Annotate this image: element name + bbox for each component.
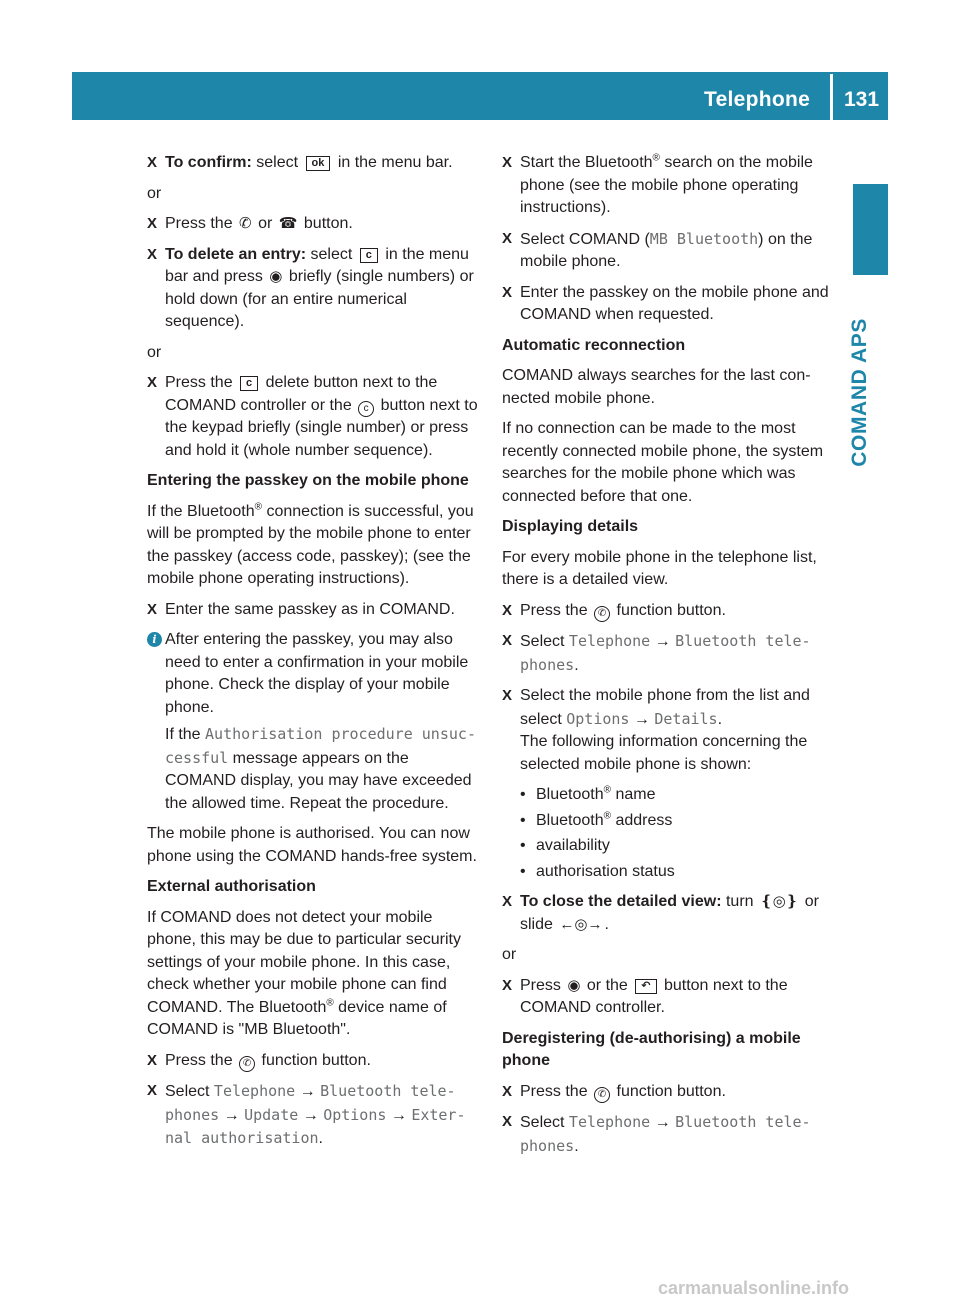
step-press-delete-button: X Press the c delete button next to the COMAND controller or the c button next to the keypad briefly (single number) or press and hold it (whole number sequence). <box>147 374 478 459</box>
call-button-icon: ✆ <box>239 215 252 232</box>
tel-function-button-icon: ✆ <box>239 1056 255 1072</box>
step-enter-passkey: X Enter the same passkey as in COMAND. <box>147 599 483 622</box>
step-press-function: X Press the ✆ function button. <box>147 1050 483 1073</box>
info-icon: i <box>147 632 162 647</box>
step-mark-icon: X <box>502 976 513 994</box>
step-close-detailed-view: X To close the detailed view: turn ❴◎❵ or slide ←◎→ . <box>502 891 840 936</box>
arrow-right-icon: → <box>302 1106 319 1124</box>
step-mark-icon: X <box>502 687 513 704</box>
page-number: 131 <box>844 88 880 111</box>
step-mark-icon: X <box>502 1113 513 1130</box>
or-text: or <box>502 946 517 963</box>
phone-handset-icon: ☎ <box>278 215 298 232</box>
step-mark-icon: X <box>147 374 158 391</box>
tel-function-button-icon: ✆ <box>594 606 610 622</box>
step-start-search: X Start the Bluetooth® search on the mobile phone (see the mobile phone operating instructions). <box>502 152 813 216</box>
step-mark-icon: X <box>147 215 158 232</box>
bullet-icon: • <box>520 862 526 880</box>
bullet-icon: • <box>520 786 526 803</box>
side-chapter-label: COMAND APS <box>848 318 871 467</box>
paragraph: For every mobile phone in the telephone list, there is a detailed view. <box>502 548 817 588</box>
step-delete-entry: X To delete an entry: select c in the menu bar and press ◉ briefly (single numbers) or hold down (for an entire numerical sequence). <box>147 245 474 330</box>
step-mark-icon: X <box>147 1082 158 1099</box>
heading-passkey: Entering the passkey on the mobile phone <box>147 472 469 489</box>
step-select-menu-path: X Select Telephone → Bluetooth telephones → Update → Options → External authorisation. <box>147 1082 466 1147</box>
tel-function-button-icon: ✆ <box>594 1087 610 1103</box>
step-mark-icon: X <box>502 632 513 649</box>
arrow-right-icon: → <box>390 1106 407 1124</box>
arrow-right-icon: → <box>654 633 671 650</box>
heading-deregistering: Deregistering (de-authorising) a mobile phone <box>502 1029 801 1069</box>
controller-turn-icon: ❴◎❵ <box>760 893 799 910</box>
controller-press-icon: ◉ <box>269 268 283 285</box>
delete-key-icon: c <box>240 376 258 391</box>
c-circle-button-icon: c <box>358 401 374 417</box>
step-mark-icon: X <box>147 154 158 171</box>
step-press-back: X Press ◉ or the ↶ button next to the COMAND controller. <box>502 976 788 1016</box>
list-item: • Bluetooth® name <box>502 784 840 807</box>
left-column <box>147 152 483 1159</box>
side-tab-marker <box>853 184 888 275</box>
step-press-function: X Press the ✆ function button. <box>502 600 840 623</box>
step-mark-icon: X <box>502 1082 513 1100</box>
step-enter-passkey-both: X Enter the passkey on the mobile phone and COMAND when requested. <box>502 283 829 323</box>
list-item: • Bluetooth® address <box>502 810 840 833</box>
step-mark-icon: X <box>147 600 158 618</box>
controller-press-icon: ◉ <box>567 976 581 994</box>
paragraph: If the Bluetooth® connection is successful, you will be prompted by the mobile phone to enter the passkey (access code, passkey); (see the mobile phone operating instructions). <box>147 501 474 587</box>
list-item: • authorisation status <box>502 861 840 884</box>
back-button-icon: ↶ <box>635 979 656 994</box>
controller-slide-icon: ←◎→ <box>559 915 603 933</box>
arrow-right-icon: → <box>633 710 650 728</box>
step-mark-icon: X <box>147 245 158 263</box>
or-text: or <box>147 184 162 202</box>
step-press-phone-buttons: X Press the ✆ or ☎ button. <box>147 213 483 236</box>
step-select-bluetooth-phones: X Select Telephone → Bluetooth telephones. <box>502 632 811 674</box>
watermark: carmanualsonline.info <box>658 1278 850 1298</box>
or-text: or <box>147 343 162 361</box>
paragraph: The mobile phone is authorised. You can now phone using the COMAND hands-free system. <box>147 825 477 865</box>
step-mark-icon: X <box>502 154 513 171</box>
arrow-right-icon: → <box>654 1114 671 1131</box>
list-item: • availability <box>502 835 840 858</box>
paragraph: If no connection can be made to the most recently connected mobile phone, the system searches for the mobile phone which was connected before that one. <box>502 420 824 505</box>
heading-automatic-reconnection: Automatic reconnection <box>502 336 686 354</box>
bullet-icon: • <box>520 811 526 829</box>
step-mark-icon: X <box>502 601 513 619</box>
info-note: i After entering the passkey, you may also need to enter a confirmation in your mobile phone. Check the display of your mobile phone. If the Authorisation procedure unsuccessful message appears on the COMAND display, you may have exceeded the allowed time. Repeat the procedure. <box>147 629 483 815</box>
step-select-details: X Select the mobile phone from the list and select Options → Details. The following information concerning the selected mobile phone is shown: <box>502 687 810 773</box>
step-select-bluetooth-phones: X Select Telephone → Bluetooth telephones. <box>502 1113 811 1155</box>
heading-external-authorisation: External authorisation <box>147 878 316 895</box>
right-column <box>502 152 840 1166</box>
heading-displaying-details: Displaying details <box>502 518 639 535</box>
step-select-comand: X Select COMAND (MB Bluetooth) on the mobile phone. <box>502 229 813 270</box>
ok-key-icon: ok <box>306 156 331 171</box>
step-press-function: X Press the ✆ function button. <box>502 1081 840 1104</box>
header-divider <box>830 74 833 120</box>
arrow-right-icon: → <box>299 1083 316 1100</box>
c-key-icon: c <box>360 248 378 263</box>
step-confirm: X To confirm: select ok in the menu bar. <box>147 152 483 175</box>
paragraph: COMAND always searches for the last connected mobile phone. <box>502 367 811 407</box>
step-mark-icon: X <box>147 1051 158 1069</box>
paragraph: If COMAND does not detect your mobile phone, this may be due to particular security settings of your mobile phone. In this case, check whether your mobile phone can find COMAND. The Bluetooth® device name of COMAND is "MB Bluetooth". <box>147 908 461 1038</box>
step-mark-icon: X <box>502 283 513 301</box>
bullet-icon: • <box>520 837 526 854</box>
step-mark-icon: X <box>502 229 513 247</box>
arrow-right-icon: → <box>223 1106 240 1124</box>
step-mark-icon: X <box>502 893 513 910</box>
section-title: Telephone <box>704 88 811 111</box>
